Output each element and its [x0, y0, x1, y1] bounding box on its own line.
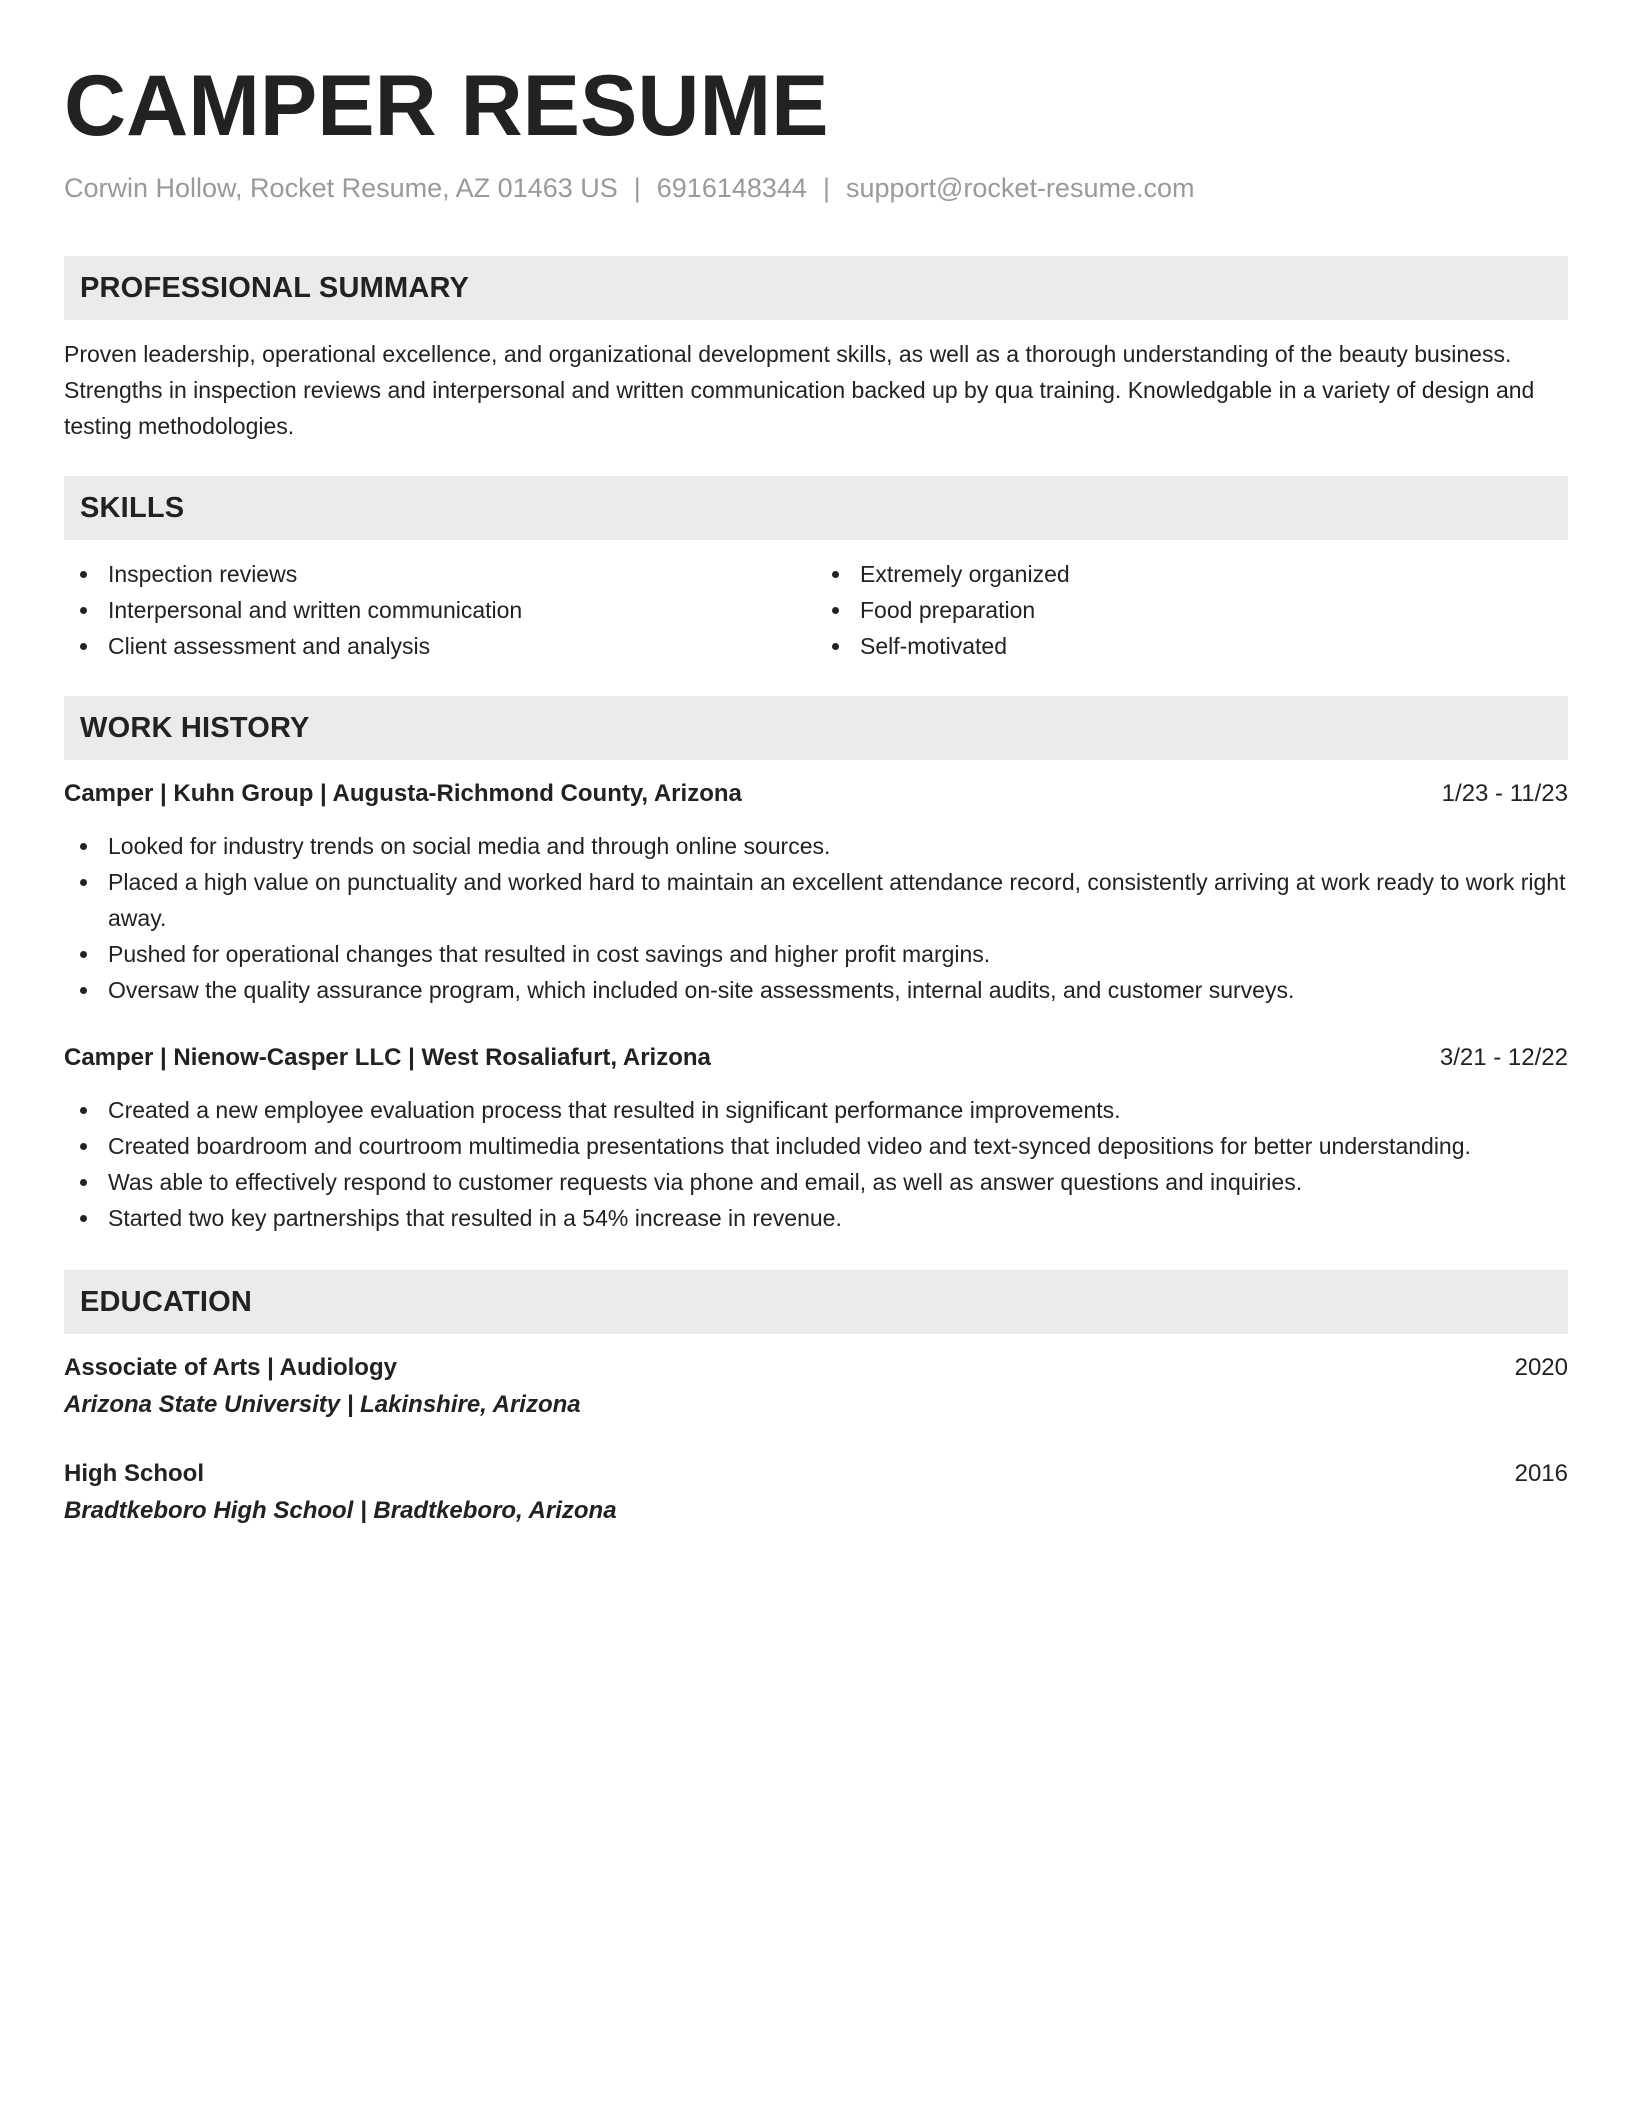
bullet-dot — [80, 571, 87, 578]
job-entry — [64, 1040, 1568, 1236]
bullet-dot — [80, 1215, 87, 1222]
job-bullet: Pushed for operational changes that resulted in cost savings and higher profit margins. — [64, 936, 1568, 972]
education-year: 2020 — [1514, 1354, 1568, 1381]
education-header — [64, 1350, 1568, 1386]
bullet-dot — [80, 1143, 87, 1150]
bullet-dot — [832, 643, 839, 650]
bullet-dot — [80, 951, 87, 958]
job-dates: 3/21 - 12/22 — [1439, 1044, 1568, 1071]
contact-email: support@rocket-resume.com — [845, 173, 1195, 203]
bullet-dot — [80, 843, 87, 850]
job-bullet: Oversaw the quality assurance program, which included on-site assessments, internal audits, and customer surveys. — [64, 972, 1568, 1008]
contact-address: Corwin Hollow, Rocket Resume, AZ 01463 US — [64, 173, 618, 203]
job-bullet: Created a new employee evaluation process that resulted in significant performance improvements. — [64, 1092, 1568, 1128]
skill-item: Interpersonal and written communication — [64, 592, 816, 628]
education-header — [64, 1456, 1568, 1492]
skill-item: Extremely organized — [816, 556, 1568, 592]
skills-column-left — [64, 556, 816, 664]
skills-column-right — [816, 556, 1568, 664]
contact-line — [64, 170, 1568, 206]
education-entry — [64, 1350, 1568, 1424]
job-bullet: Started two key partnerships that resulted in a 54% increase in revenue. — [64, 1200, 1568, 1236]
job-dates: 1/23 - 11/23 — [1441, 780, 1568, 807]
section-header-skills: SKILLS — [64, 476, 1568, 540]
education-entry — [64, 1456, 1568, 1530]
contact-separator: | — [822, 173, 830, 203]
contact-separator: | — [633, 173, 641, 203]
skill-item: Self-motivated — [816, 628, 1568, 664]
summary-text: Proven leadership, operational excellence, and organizational development skills, as well as a thorough understanding of the beauty business. Strengths in inspection reviews and interpersonal and written communication backed up by qua training. Knowledgable in a variety of design and testing methodologies. — [64, 341, 1535, 439]
job-header — [64, 1040, 1568, 1076]
skills-grid — [64, 556, 1568, 664]
job-bullets — [64, 828, 1568, 1008]
education-school: Arizona State University | Lakinshire, Arizona — [64, 1391, 581, 1418]
job-bullet: Placed a high value on punctuality and worked hard to maintain an excellent attendance record, consistently arriving at work ready to work right away. — [64, 864, 1568, 936]
education-degree: Associate of Arts | Audiology — [64, 1354, 397, 1381]
job-bullet: Created boardroom and courtroom multimedia presentations that included video and text-synced depositions for better understanding. — [64, 1128, 1568, 1164]
bullet-dot — [80, 1107, 87, 1114]
skill-item: Client assessment and analysis — [64, 628, 816, 664]
job-title: Camper | Kuhn Group | Augusta-Richmond County, Arizona — [64, 780, 742, 807]
contact-phone: 6916148344 — [656, 173, 807, 203]
bullet-dot — [80, 643, 87, 650]
education-school: Bradtkeboro High School | Bradtkeboro, Arizona — [64, 1497, 617, 1524]
skill-item: Food preparation — [816, 592, 1568, 628]
bullet-dot — [832, 607, 839, 614]
skill-item: Inspection reviews — [64, 556, 816, 592]
bullet-dot — [832, 571, 839, 578]
job-bullet: Looked for industry trends on social media and through online sources. — [64, 828, 1568, 864]
job-header — [64, 776, 1568, 812]
education-degree: High School — [64, 1460, 204, 1487]
education-year: 2016 — [1514, 1460, 1568, 1487]
job-bullets — [64, 1092, 1568, 1236]
bullet-dot — [80, 607, 87, 614]
bullet-dot — [80, 1179, 87, 1186]
section-header-education: EDUCATION — [64, 1270, 1568, 1334]
section-header-summary: PROFESSIONAL SUMMARY — [64, 256, 1568, 320]
job-bullet: Was able to effectively respond to customer requests via phone and email, as well as answer questions and inquiries. — [64, 1164, 1568, 1200]
bullet-dot — [80, 879, 87, 886]
bullet-dot — [80, 987, 87, 994]
job-entry — [64, 776, 1568, 1008]
candidate-name: CAMPER RESUME — [64, 58, 829, 154]
job-title: Camper | Nienow-Casper LLC | West Rosaliafurt, Arizona — [64, 1044, 711, 1071]
section-header-work-history: WORK HISTORY — [64, 696, 1568, 760]
